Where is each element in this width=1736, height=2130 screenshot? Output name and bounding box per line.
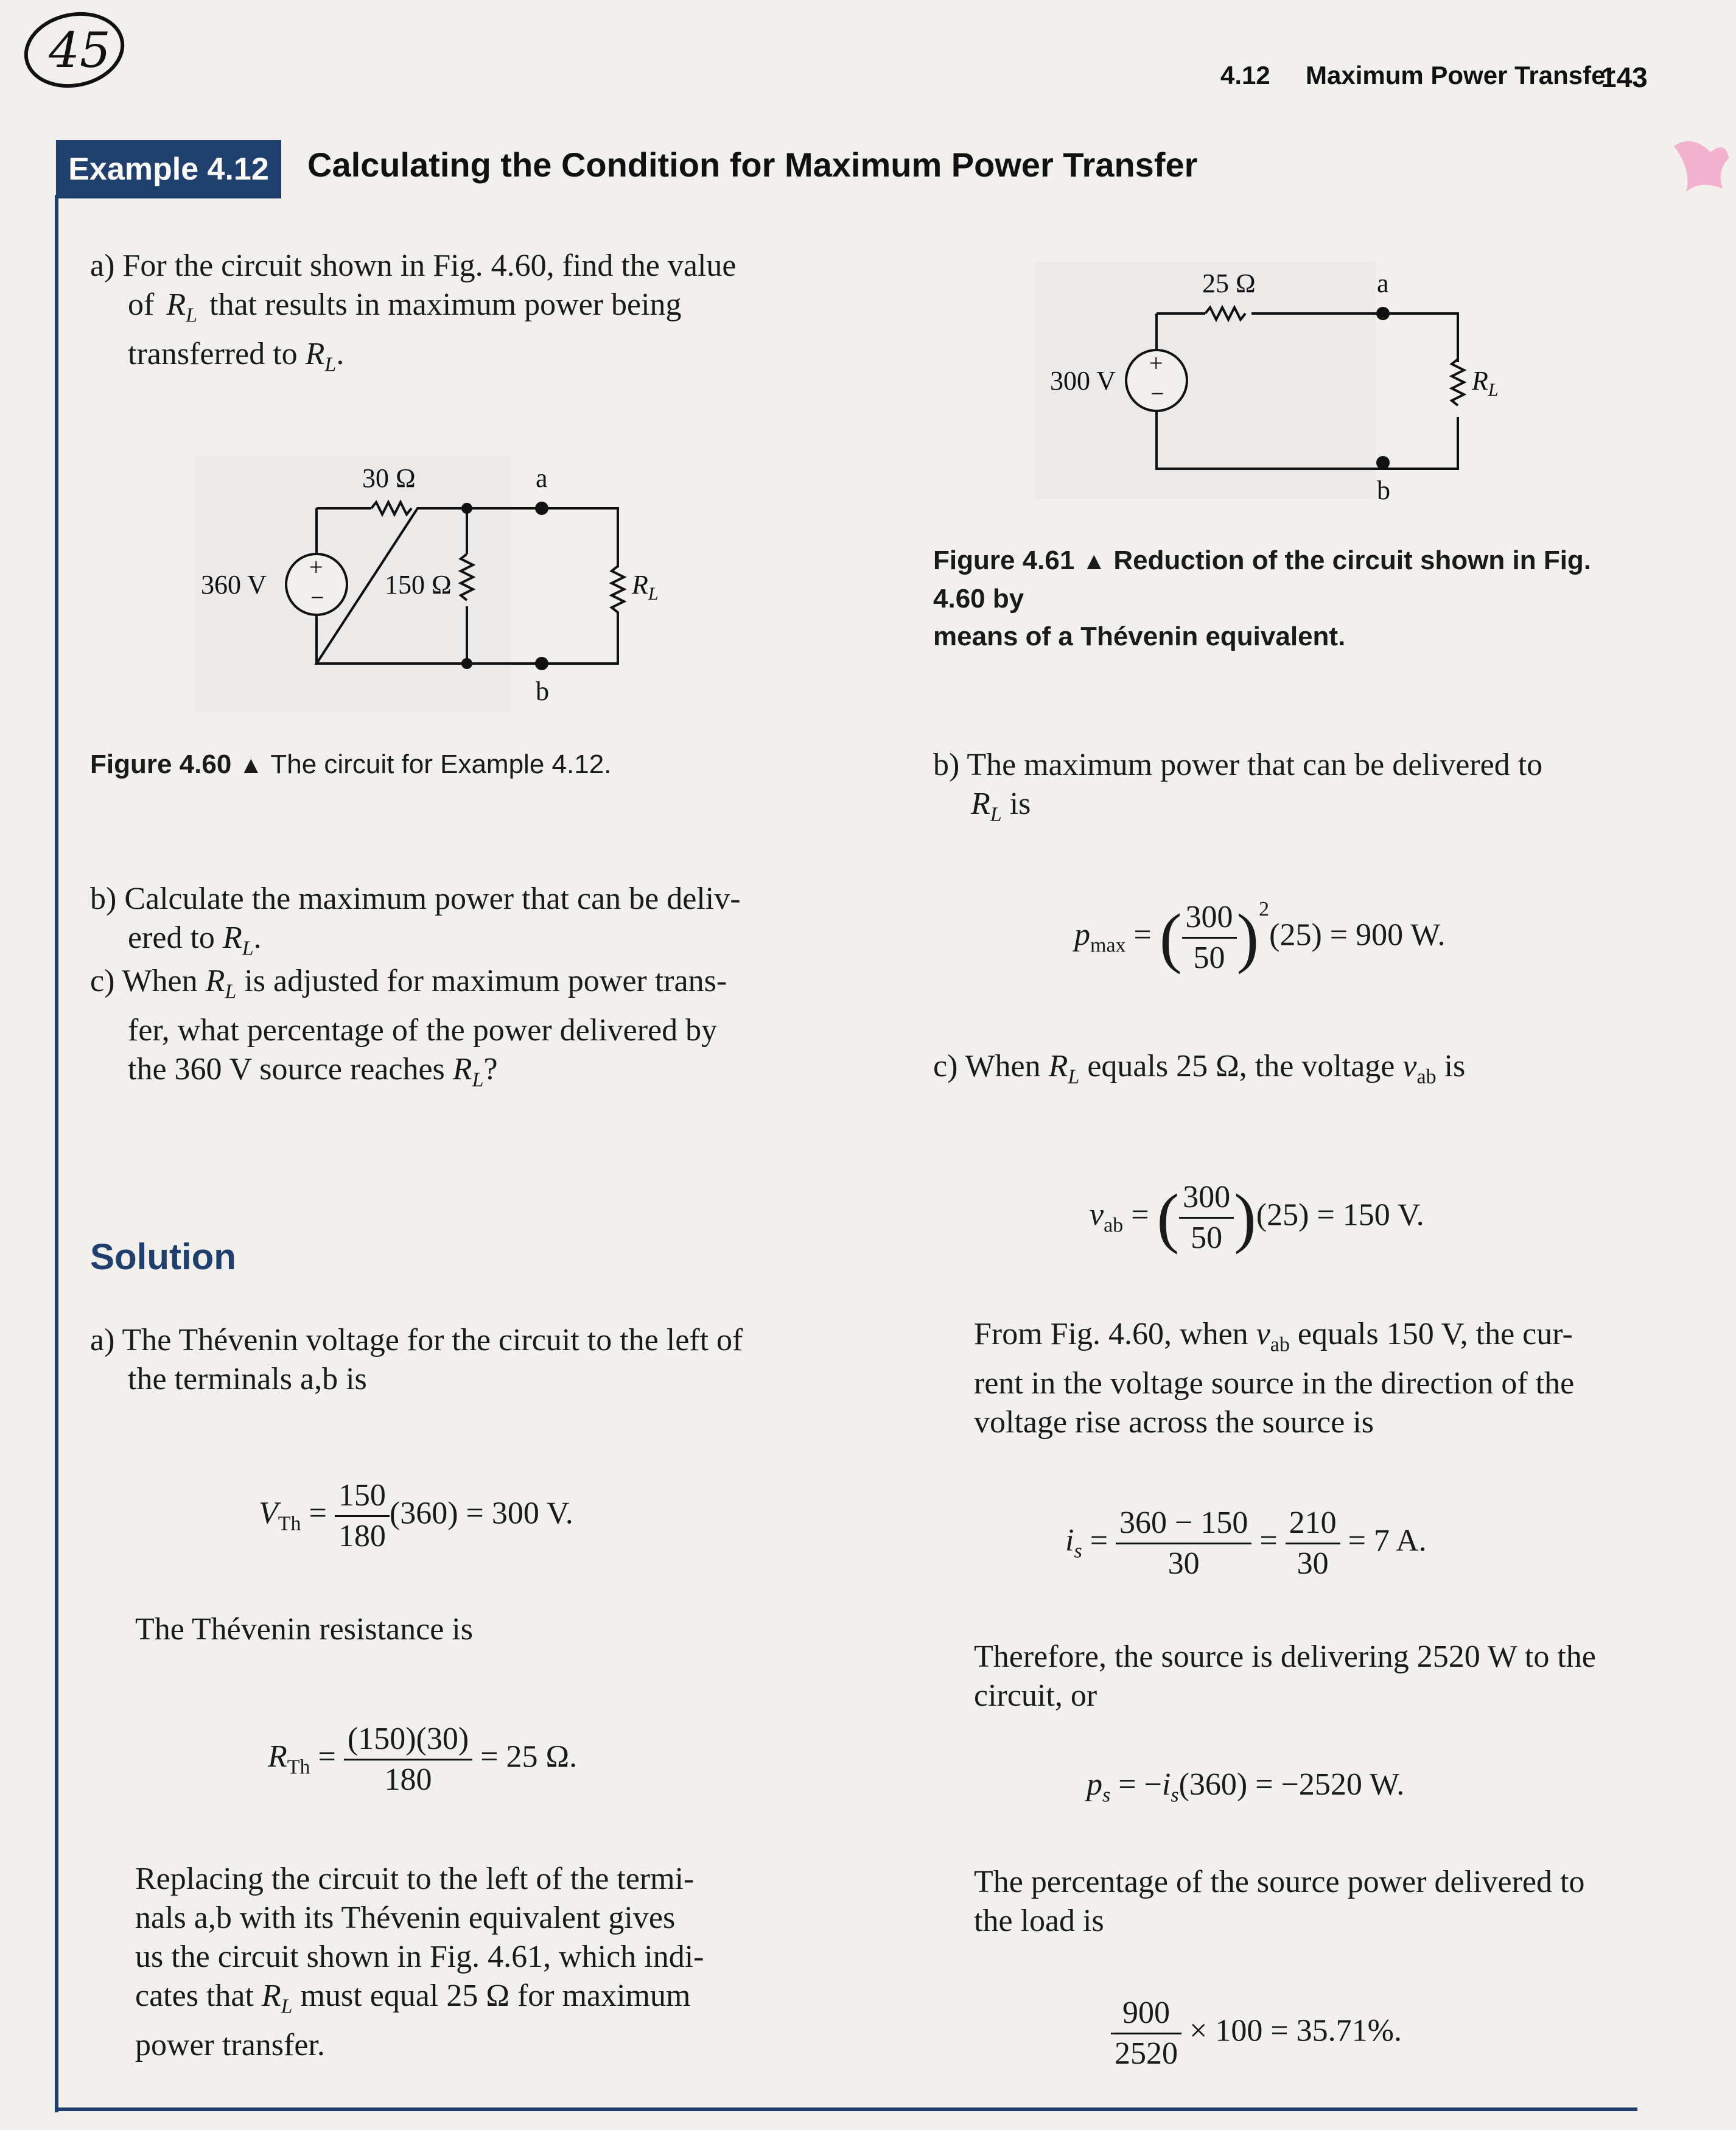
margin-note-text: 45: [49, 22, 111, 79]
vab-rest: (25) = 150 V.: [1256, 1197, 1424, 1233]
solution-percentage: The percentage of the source power delivered to the load is: [974, 1865, 1585, 1938]
caption-triangle-icon: ▲: [239, 752, 264, 779]
header-section-title: Maximum Power Transfer: [1306, 61, 1615, 89]
fig460-node-b: b: [536, 676, 549, 706]
solution-replace-paragraph: Replacing the circuit to the left of the termi- nals a,b with its Thévenin equivalent gives us the circuit shown in Fig. 4.61, which indi- cates that $R_L$ must equal 25 Ω for maximum power transfer.: [135, 1862, 704, 2063]
percentage-equation: $\frac{900}{2520}$ × 100 = 35.71%.: [1111, 1994, 1402, 2073]
page-number: 143: [1601, 61, 1648, 93]
pink-highlight-mark: [1668, 128, 1735, 201]
fig460-caption-label: Figure 4.60: [90, 749, 232, 779]
vth-equation: $V_{Th}$ = $\frac{150}{180}$ (360) = 300 V.: [259, 1476, 573, 1556]
figure-4-60-circuit: [195, 450, 743, 718]
solution-b: b) The maximum power that can be delivered to $R_L$ is: [933, 748, 1543, 826]
fig460-source-label: 360 V: [201, 570, 267, 600]
fig460-r150-label: 150 Ω: [385, 570, 452, 600]
fig460-r30-label: 30 Ω: [362, 463, 416, 493]
example-tag: Example 4.12: [56, 140, 281, 198]
problem-a-line2-end: that results in maximum power being: [209, 287, 682, 322]
solution-c: c) When $R_L$ equals 25 Ω, the voltage $v_{ab}$ is: [933, 1049, 1466, 1088]
fig461-minus: −: [1150, 380, 1164, 407]
fig461-node-b: b: [1377, 475, 1390, 505]
pmax-symbol: $p_{max}$: [1074, 917, 1126, 957]
example-title: Calculating the Condition for Maximum Power Transfer: [307, 145, 1198, 184]
ps-equation: $p_s = -i_s(360) = -2520$ W.: [1087, 1767, 1405, 1807]
figure-4-61-caption: Figure 4.61 ▲ Reduction of the circuit shown in Fig. 4.60 by means of a Thévenin equivalent.: [933, 545, 1592, 651]
vth-rest: (360) = 300 V.: [389, 1496, 573, 1531]
figure-4-60-caption: [90, 746, 611, 784]
fig461-node-a: a: [1377, 268, 1389, 298]
fig461-plus: +: [1149, 349, 1163, 377]
pct-rest: × 100 = 35.71%.: [1189, 2013, 1402, 2048]
fig460-plus: +: [309, 553, 323, 581]
fig460-caption-text: The circuit for Example 4.12.: [270, 749, 612, 779]
fig460-minus: −: [310, 584, 324, 611]
fig461-load-label: $R_L$: [1472, 366, 1499, 400]
problem-a: a) For the circuit shown in Fig. 4.60, find the value of $R_L$ that results in maximum power being transferred to $R_L$.: [90, 247, 778, 385]
pmax-rest: (25) = 900 W.: [1269, 917, 1446, 953]
example-frame-bottom-rule: [55, 2107, 1637, 2111]
problem-a-line3: transferred to: [128, 337, 298, 372]
solution-a: a) The Thévenin voltage for the circuit to the left of the terminals a,b is: [90, 1323, 743, 1396]
vth-symbol: $V_{Th}$: [259, 1496, 301, 1535]
fig461-caption-label: Figure 4.61: [933, 545, 1075, 575]
rth-intro: The Thévenin resistance is: [135, 1612, 473, 1647]
problem-a-line1: a) For the circuit shown in Fig. 4.60, find the value: [90, 248, 737, 283]
vab-equation: $v_{ab}$ = ( $\frac{300}{50}$ )(25) = 150 V.: [1090, 1178, 1424, 1258]
fig460-load-label: $R_L$: [632, 570, 659, 604]
rth-rest: = 25 Ω.: [480, 1739, 578, 1774]
example-frame-left-rule: [55, 195, 58, 2112]
problem-a-line2-start: of: [128, 287, 155, 322]
solution-from-paragraph: From Fig. 4.60, when $v_{ab}$ equals 150 V, the cur- rent in the voltage source in the direction of the voltage rise across the source is: [974, 1317, 1575, 1440]
problem-c: c) When $R_L$ is adjusted for maximum power trans- fer, what percentage of the power delivered by the 360 V source reaches $R_L$?: [90, 964, 727, 1091]
problem-b: b) Calculate the maximum power that can be deliv- ered to $R_L$.: [90, 881, 741, 960]
solution-therefore: Therefore, the source is delivering 2520 W to the circuit, or: [974, 1639, 1596, 1713]
rl-symbol: $R_L$: [166, 287, 198, 327]
rth-equation: $R_{Th}$ = $\frac{(150)(30)}{180}$ = 25 Ω.: [268, 1720, 577, 1799]
is-rest: = 7 A.: [1348, 1523, 1427, 1558]
fig460-node-a: a: [536, 463, 548, 493]
figure-4-61-circuit: [1035, 256, 1522, 511]
fig461-source-label: 300 V: [1050, 366, 1116, 396]
is-equation: $i_s$ = $\frac{360 - 150}{30}$ = $\frac{210}{30}$ = 7 A.: [1065, 1504, 1427, 1583]
header-section-number: 4.12: [1220, 61, 1270, 89]
handwritten-page-note: [18, 6, 128, 91]
caption-triangle-icon: ▲: [1082, 548, 1107, 575]
pmax-equation: $p_{max}$ = ( $\frac{300}{50}$ )$^2$(25) = 900 W.: [1074, 898, 1446, 975]
solution-heading: Solution: [90, 1236, 236, 1277]
fig461-r25-label: 25 Ω: [1202, 268, 1256, 298]
